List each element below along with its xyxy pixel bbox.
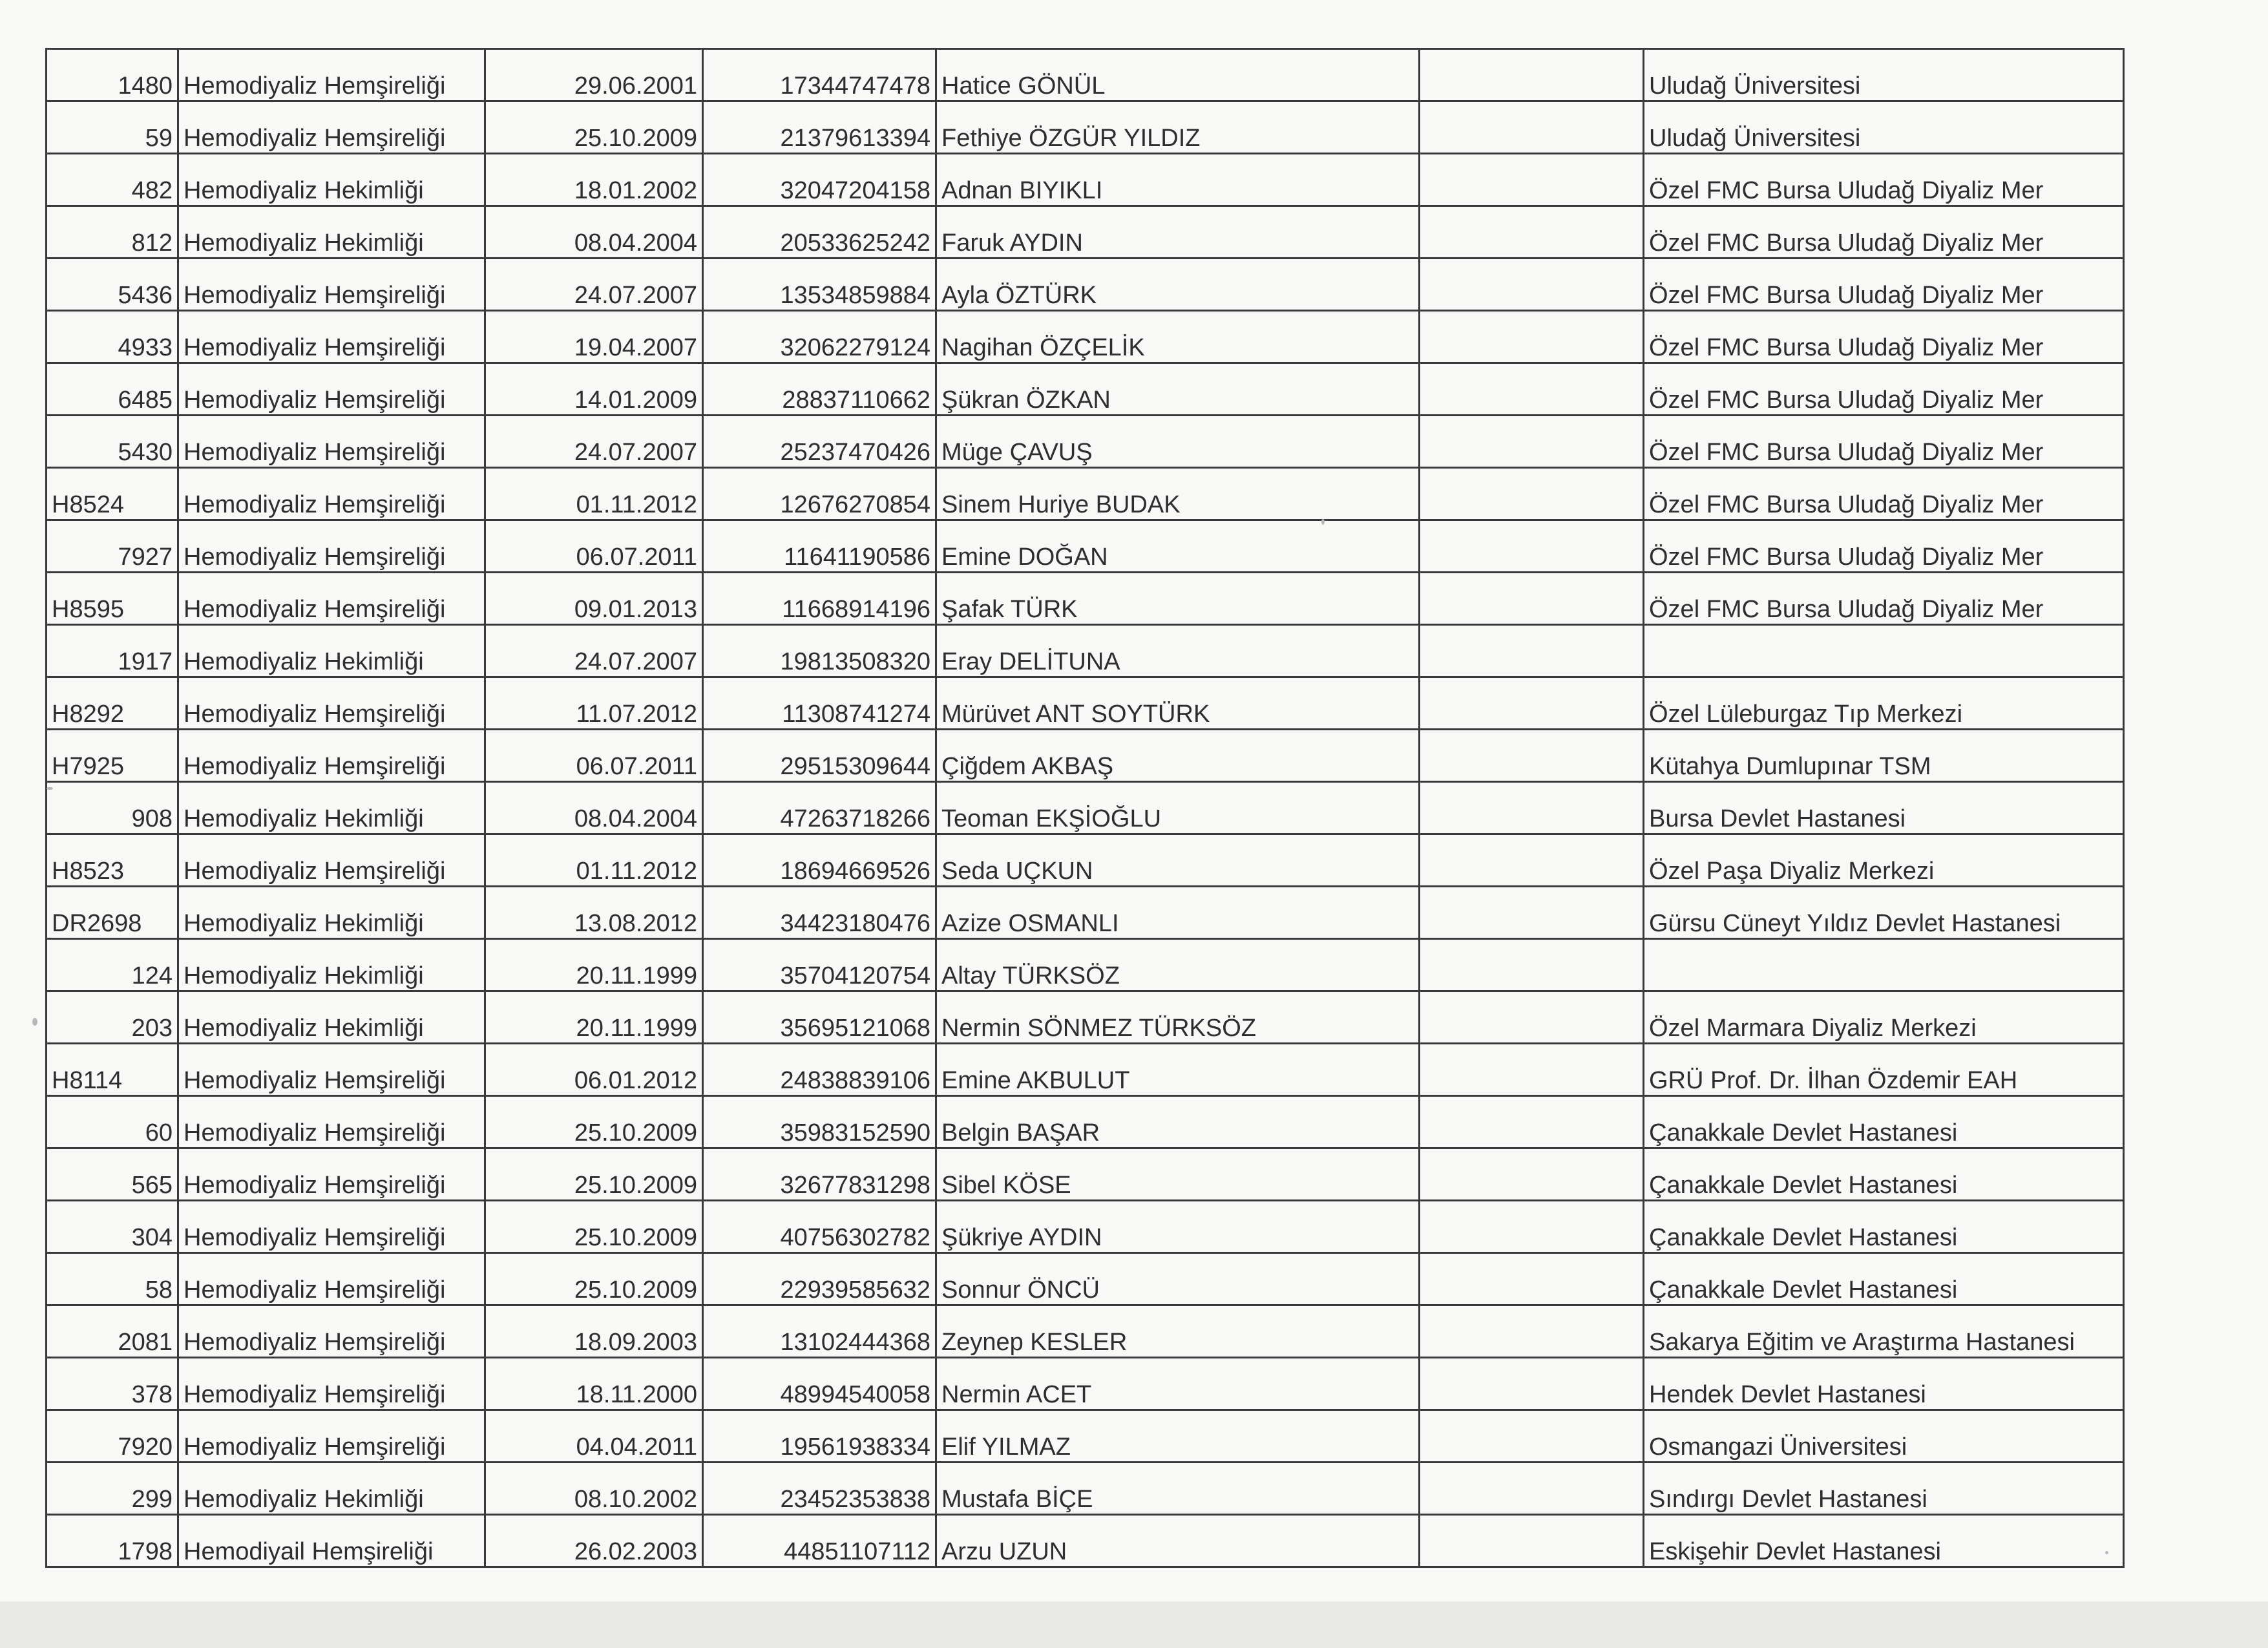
empty-cell <box>1420 259 1644 311</box>
table-row <box>47 1305 2124 1358</box>
table-row <box>47 887 2124 939</box>
person-name-cell: Şafak TÜRK <box>936 573 1420 625</box>
registration-number-cell: 1798 <box>47 1515 178 1567</box>
certificate-date-cell: 25.10.2009 <box>485 1096 703 1148</box>
program-cell: Hemodiyaliz Hekimliği <box>178 154 485 206</box>
person-name-cell: Sonnur ÖNCÜ <box>936 1253 1420 1305</box>
program-cell: Hemodiyaliz Hekimliği <box>178 1463 485 1515</box>
id-number-cell: 28837110662 <box>703 363 936 416</box>
institution-cell: Çanakkale Devlet Hastanesi <box>1644 1148 2124 1201</box>
person-name-cell: Faruk AYDIN <box>936 206 1420 259</box>
program-cell: Hemodiyaliz Hemşireliği <box>178 520 485 573</box>
registration-number-cell: 304 <box>47 1201 178 1253</box>
id-number-cell: 44851107112 <box>703 1515 936 1567</box>
id-number-cell: 35695121068 <box>703 991 936 1044</box>
id-number-cell: 21379613394 <box>703 101 936 154</box>
person-name-cell: Elif YILMAZ <box>936 1410 1420 1463</box>
certificate-date-cell: 18.11.2000 <box>485 1358 703 1410</box>
program-cell: Hemodiyaliz Hemşireliği <box>178 834 485 887</box>
table-row <box>47 1410 2124 1463</box>
registration-number-cell: 378 <box>47 1358 178 1410</box>
institution-cell: Özel FMC Bursa Uludağ Diyaliz Mer <box>1644 363 2124 416</box>
id-number-cell: 32062279124 <box>703 311 936 363</box>
registration-number-cell: DR2698 <box>47 887 178 939</box>
id-number-cell: 11308741274 <box>703 677 936 730</box>
certificate-date-cell: 24.07.2007 <box>485 259 703 311</box>
table-body <box>47 49 2124 1567</box>
id-number-cell: 32047204158 <box>703 154 936 206</box>
institution-cell: Özel FMC Bursa Uludağ Diyaliz Mer <box>1644 206 2124 259</box>
table-row <box>47 49 2124 101</box>
program-cell: Hemodiyaliz Hemşireliği <box>178 1044 485 1096</box>
id-number-cell: 18694669526 <box>703 834 936 887</box>
program-cell: Hemodiyaliz Hemşireliği <box>178 363 485 416</box>
table-row <box>47 1358 2124 1410</box>
table-row <box>47 520 2124 573</box>
registration-number-cell: H8292 <box>47 677 178 730</box>
registration-number-cell: 299 <box>47 1463 178 1515</box>
institution-cell: GRÜ Prof. Dr. İlhan Özdemir EAH <box>1644 1044 2124 1096</box>
program-cell: Hemodiyaliz Hekimliği <box>178 991 485 1044</box>
empty-cell <box>1420 887 1644 939</box>
certificate-date-cell: 25.10.2009 <box>485 1253 703 1305</box>
empty-cell <box>1420 730 1644 782</box>
person-name-cell: Nermin SÖNMEZ TÜRKSÖZ <box>936 991 1420 1044</box>
registration-number-cell: H7925 <box>47 730 178 782</box>
certificate-date-cell: 18.09.2003 <box>485 1305 703 1358</box>
empty-cell <box>1420 834 1644 887</box>
certificate-date-cell: 06.01.2012 <box>485 1044 703 1096</box>
person-name-cell: Teoman EKŞİOĞLU <box>936 782 1420 834</box>
table-row <box>47 939 2124 991</box>
empty-cell <box>1420 49 1644 101</box>
person-name-cell: Arzu UZUN <box>936 1515 1420 1567</box>
empty-cell <box>1420 468 1644 520</box>
registration-number-cell: 7920 <box>47 1410 178 1463</box>
institution-cell: Çanakkale Devlet Hastanesi <box>1644 1096 2124 1148</box>
program-cell: Hemodiyaliz Hemşireliği <box>178 416 485 468</box>
registration-number-cell: 482 <box>47 154 178 206</box>
certificate-date-cell: 01.11.2012 <box>485 834 703 887</box>
empty-cell <box>1420 1305 1644 1358</box>
id-number-cell: 32677831298 <box>703 1148 936 1201</box>
institution-cell: Eskişehir Devlet Hastanesi <box>1644 1515 2124 1567</box>
person-name-cell: Fethiye ÖZGÜR YILDIZ <box>936 101 1420 154</box>
person-name-cell: Çiğdem AKBAŞ <box>936 730 1420 782</box>
institution-cell: Çanakkale Devlet Hastanesi <box>1644 1253 2124 1305</box>
empty-cell <box>1420 101 1644 154</box>
empty-cell <box>1420 1148 1644 1201</box>
table-row <box>47 468 2124 520</box>
id-number-cell: 20533625242 <box>703 206 936 259</box>
person-name-cell: Nagihan ÖZÇELİK <box>936 311 1420 363</box>
registration-number-cell: 124 <box>47 939 178 991</box>
registration-number-cell: H8114 <box>47 1044 178 1096</box>
scan-speck <box>32 1018 37 1026</box>
empty-cell <box>1420 1358 1644 1410</box>
institution-cell: Uludağ Üniversitesi <box>1644 101 2124 154</box>
id-number-cell: 29515309644 <box>703 730 936 782</box>
registration-number-cell: 1480 <box>47 49 178 101</box>
empty-cell <box>1420 1096 1644 1148</box>
id-number-cell: 35983152590 <box>703 1096 936 1148</box>
program-cell: Hemodiyaliz Hekimliği <box>178 887 485 939</box>
program-cell: Hemodiyaliz Hemşireliği <box>178 468 485 520</box>
registration-number-cell: 7927 <box>47 520 178 573</box>
id-number-cell: 25237470426 <box>703 416 936 468</box>
certificate-date-cell: 25.10.2009 <box>485 1201 703 1253</box>
program-cell: Hemodiyaliz Hemşireliği <box>178 573 485 625</box>
institution-cell: Özel Paşa Diyaliz Merkezi <box>1644 834 2124 887</box>
program-cell: Hemodiyaliz Hemşireliği <box>178 1201 485 1253</box>
program-cell: Hemodiyaliz Hemşireliği <box>178 677 485 730</box>
registration-number-cell: H8595 <box>47 573 178 625</box>
program-cell: Hemodiyaliz Hekimliği <box>178 939 485 991</box>
certificate-date-cell: 01.11.2012 <box>485 468 703 520</box>
certificate-date-cell: 08.10.2002 <box>485 1463 703 1515</box>
id-number-cell: 24838839106 <box>703 1044 936 1096</box>
certificate-date-cell: 24.07.2007 <box>485 416 703 468</box>
registration-number-cell: H8523 <box>47 834 178 887</box>
scan-speck <box>47 787 53 790</box>
empty-cell <box>1420 1515 1644 1567</box>
institution-cell: Özel FMC Bursa Uludağ Diyaliz Mer <box>1644 259 2124 311</box>
table-row <box>47 311 2124 363</box>
person-name-cell: Emine DOĞAN <box>936 520 1420 573</box>
registration-number-cell: 565 <box>47 1148 178 1201</box>
registration-number-cell: H8524 <box>47 468 178 520</box>
empty-cell <box>1420 782 1644 834</box>
table-row <box>47 154 2124 206</box>
program-cell: Hemodiyaliz Hemşireliği <box>178 1096 485 1148</box>
institution-cell: Uludağ Üniversitesi <box>1644 49 2124 101</box>
table-row <box>47 1463 2124 1515</box>
institution-cell: Özel FMC Bursa Uludağ Diyaliz Mer <box>1644 311 2124 363</box>
empty-cell <box>1420 363 1644 416</box>
certificate-date-cell: 20.11.1999 <box>485 991 703 1044</box>
program-cell: Hemodiyaliz Hemşireliği <box>178 1358 485 1410</box>
program-cell: Hemodiyaliz Hekimliği <box>178 206 485 259</box>
institution-cell: Sakarya Eğitim ve Araştırma Hastanesi <box>1644 1305 2124 1358</box>
empty-cell <box>1420 1044 1644 1096</box>
certificate-date-cell: 08.04.2004 <box>485 782 703 834</box>
registration-number-cell: 5436 <box>47 259 178 311</box>
person-name-cell: Şükriye AYDIN <box>936 1201 1420 1253</box>
certificate-date-cell: 11.07.2012 <box>485 677 703 730</box>
empty-cell <box>1420 677 1644 730</box>
registration-number-cell: 1917 <box>47 625 178 677</box>
institution-cell: Özel FMC Bursa Uludağ Diyaliz Mer <box>1644 468 2124 520</box>
institution-cell: Osmangazi Üniversitesi <box>1644 1410 2124 1463</box>
id-number-cell: 22939585632 <box>703 1253 936 1305</box>
table-row <box>47 677 2124 730</box>
table-row <box>47 259 2124 311</box>
certificate-date-cell: 14.01.2009 <box>485 363 703 416</box>
certificate-date-cell: 13.08.2012 <box>485 887 703 939</box>
scan-speck <box>2105 1551 2108 1554</box>
registration-number-cell: 812 <box>47 206 178 259</box>
institution-cell: Özel Lüleburgaz Tıp Merkezi <box>1644 677 2124 730</box>
empty-cell <box>1420 573 1644 625</box>
empty-cell <box>1420 1253 1644 1305</box>
institution-cell: Sındırgı Devlet Hastanesi <box>1644 1463 2124 1515</box>
person-name-cell: Ayla ÖZTÜRK <box>936 259 1420 311</box>
person-name-cell: Sibel KÖSE <box>936 1148 1420 1201</box>
registration-number-cell: 908 <box>47 782 178 834</box>
table-row <box>47 363 2124 416</box>
id-number-cell: 17344747478 <box>703 49 936 101</box>
program-cell: Hemodiyaliz Hemşireliği <box>178 1305 485 1358</box>
certificate-date-cell: 29.06.2001 <box>485 49 703 101</box>
program-cell: Hemodiyaliz Hekimliği <box>178 782 485 834</box>
scan-speck <box>1321 519 1325 525</box>
certificate-registry-table <box>45 48 2125 1568</box>
table-row <box>47 1044 2124 1096</box>
certificate-date-cell: 04.04.2011 <box>485 1410 703 1463</box>
table-row <box>47 1515 2124 1567</box>
id-number-cell: 34423180476 <box>703 887 936 939</box>
empty-cell <box>1420 939 1644 991</box>
registration-number-cell: 203 <box>47 991 178 1044</box>
id-number-cell: 13534859884 <box>703 259 936 311</box>
table-row <box>47 101 2124 154</box>
program-cell: Hemodiyaliz Hemşireliği <box>178 259 485 311</box>
id-number-cell: 40756302782 <box>703 1201 936 1253</box>
id-number-cell: 35704120754 <box>703 939 936 991</box>
person-name-cell: Şükran ÖZKAN <box>936 363 1420 416</box>
id-number-cell: 19561938334 <box>703 1410 936 1463</box>
institution-cell: Gürsu Cüneyt Yıldız Devlet Hastanesi <box>1644 887 2124 939</box>
certificate-date-cell: 06.07.2011 <box>485 520 703 573</box>
person-name-cell: Mürüvet ANT SOYTÜRK <box>936 677 1420 730</box>
table-row <box>47 416 2124 468</box>
program-cell: Hemodiyaliz Hemşireliği <box>178 311 485 363</box>
registration-number-cell: 4933 <box>47 311 178 363</box>
empty-cell <box>1420 520 1644 573</box>
table-row <box>47 782 2124 834</box>
person-name-cell: Hatice GÖNÜL <box>936 49 1420 101</box>
table-row <box>47 573 2124 625</box>
program-cell: Hemodiyaliz Hemşireliği <box>178 730 485 782</box>
person-name-cell: Nermin ACET <box>936 1358 1420 1410</box>
person-name-cell: Müge ÇAVUŞ <box>936 416 1420 468</box>
institution-cell: Hendek Devlet Hastanesi <box>1644 1358 2124 1410</box>
person-name-cell: Zeynep KESLER <box>936 1305 1420 1358</box>
certificate-date-cell: 20.11.1999 <box>485 939 703 991</box>
program-cell: Hemodiyaliz Hemşireliği <box>178 1410 485 1463</box>
empty-cell <box>1420 625 1644 677</box>
scan-bottom-margin <box>0 1601 2268 1648</box>
registration-number-cell: 5430 <box>47 416 178 468</box>
table-row <box>47 1148 2124 1201</box>
registration-number-cell: 6485 <box>47 363 178 416</box>
table-row <box>47 834 2124 887</box>
person-name-cell: Mustafa BİÇE <box>936 1463 1420 1515</box>
table-row <box>47 1201 2124 1253</box>
institution-cell <box>1644 939 2124 991</box>
registration-number-cell: 58 <box>47 1253 178 1305</box>
registration-number-cell: 2081 <box>47 1305 178 1358</box>
person-name-cell: Eray DELİTUNA <box>936 625 1420 677</box>
program-cell: Hemodiyaliz Hemşireliği <box>178 101 485 154</box>
institution-cell: Özel FMC Bursa Uludağ Diyaliz Mer <box>1644 573 2124 625</box>
certificate-date-cell: 24.07.2007 <box>485 625 703 677</box>
certificate-date-cell: 19.04.2007 <box>485 311 703 363</box>
institution-cell: Özel Marmara Diyaliz Merkezi <box>1644 991 2124 1044</box>
person-name-cell: Seda UÇKUN <box>936 834 1420 887</box>
program-cell: Hemodiyaliz Hemşireliği <box>178 1148 485 1201</box>
institution-cell: Özel FMC Bursa Uludağ Diyaliz Mer <box>1644 520 2124 573</box>
table-row <box>47 730 2124 782</box>
program-cell: Hemodiyaliz Hemşireliği <box>178 1253 485 1305</box>
empty-cell <box>1420 991 1644 1044</box>
empty-cell <box>1420 311 1644 363</box>
person-name-cell: Altay TÜRKSÖZ <box>936 939 1420 991</box>
table-row <box>47 625 2124 677</box>
person-name-cell: Belgin BAŞAR <box>936 1096 1420 1148</box>
person-name-cell: Sinem Huriye BUDAK <box>936 468 1420 520</box>
certificate-date-cell: 06.07.2011 <box>485 730 703 782</box>
institution-cell: Kütahya Dumlupınar TSM <box>1644 730 2124 782</box>
program-cell: Hemodiyail Hemşireliği <box>178 1515 485 1567</box>
program-cell: Hemodiyaliz Hemşireliği <box>178 49 485 101</box>
institution-cell: Özel FMC Bursa Uludağ Diyaliz Mer <box>1644 154 2124 206</box>
id-number-cell: 11641190586 <box>703 520 936 573</box>
institution-cell: Bursa Devlet Hastanesi <box>1644 782 2124 834</box>
institution-cell: Özel FMC Bursa Uludağ Diyaliz Mer <box>1644 416 2124 468</box>
certificate-date-cell: 18.01.2002 <box>485 154 703 206</box>
certificate-date-cell: 25.10.2009 <box>485 1148 703 1201</box>
table-row <box>47 1253 2124 1305</box>
empty-cell <box>1420 1410 1644 1463</box>
id-number-cell: 48994540058 <box>703 1358 936 1410</box>
empty-cell <box>1420 416 1644 468</box>
certificate-date-cell: 26.02.2003 <box>485 1515 703 1567</box>
id-number-cell: 11668914196 <box>703 573 936 625</box>
empty-cell <box>1420 1201 1644 1253</box>
program-cell: Hemodiyaliz Hekimliği <box>178 625 485 677</box>
person-name-cell: Azize OSMANLI <box>936 887 1420 939</box>
person-name-cell: Adnan BIYIKLI <box>936 154 1420 206</box>
id-number-cell: 13102444368 <box>703 1305 936 1358</box>
empty-cell <box>1420 1463 1644 1515</box>
table-row <box>47 991 2124 1044</box>
certificate-date-cell: 08.04.2004 <box>485 206 703 259</box>
id-number-cell: 19813508320 <box>703 625 936 677</box>
certificate-date-cell: 09.01.2013 <box>485 573 703 625</box>
certificate-date-cell: 25.10.2009 <box>485 101 703 154</box>
table-row <box>47 206 2124 259</box>
registration-number-cell: 60 <box>47 1096 178 1148</box>
person-name-cell: Emine AKBULUT <box>936 1044 1420 1096</box>
empty-cell <box>1420 206 1644 259</box>
registration-number-cell: 59 <box>47 101 178 154</box>
institution-cell: Çanakkale Devlet Hastanesi <box>1644 1201 2124 1253</box>
empty-cell <box>1420 154 1644 206</box>
institution-cell <box>1644 625 2124 677</box>
id-number-cell: 12676270854 <box>703 468 936 520</box>
table-row <box>47 1096 2124 1148</box>
id-number-cell: 47263718266 <box>703 782 936 834</box>
id-number-cell: 23452353838 <box>703 1463 936 1515</box>
